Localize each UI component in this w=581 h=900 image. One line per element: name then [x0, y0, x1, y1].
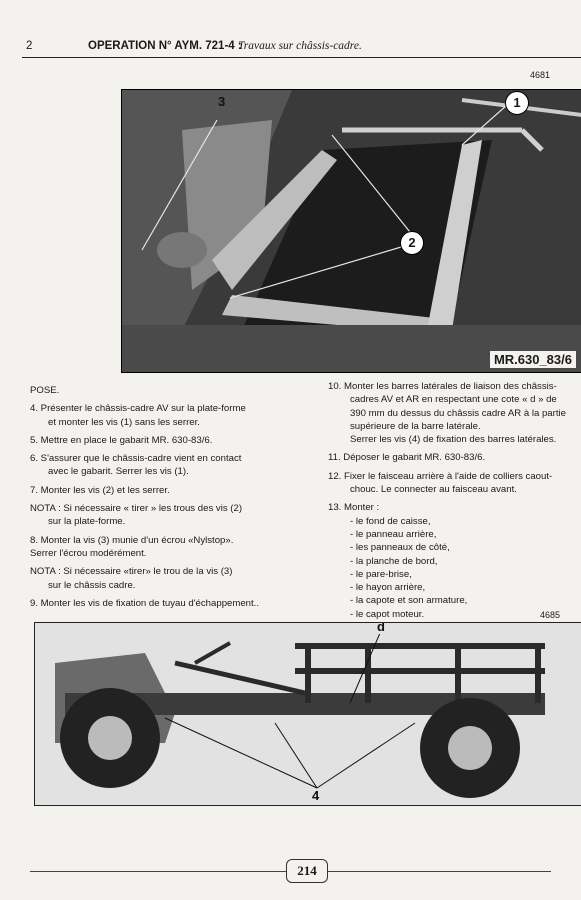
callout-1: 1 — [505, 91, 529, 115]
list-item: - le pare-brise, — [350, 568, 412, 580]
figure1-photo — [121, 89, 581, 373]
callout-3: 3 — [218, 94, 226, 109]
step-10-line-4: supérieure de la barre latérale. — [350, 420, 481, 432]
step-13: 13. Monter : — [328, 502, 380, 514]
list-item: - le panneau arrière, — [350, 528, 437, 540]
list-item: - le fond de caisse, — [350, 515, 431, 527]
step-10-line-2: cadres AV et AR en respectant une cote « d » de — [350, 394, 557, 406]
step-9: 9. Monter les vis de fixation de tuyau d'échappement.. — [30, 597, 260, 609]
nota-1-line-2: sur la plate-forme. — [48, 516, 126, 528]
label-d: d — [375, 622, 387, 634]
step-5: 5. Mettre en place le gabarit MR. 630-83/6. — [30, 434, 213, 446]
list-item: - le hayon arrière, — [350, 582, 426, 594]
footer-rule-left — [30, 871, 286, 872]
step-11: 11. Déposer le gabarit MR. 630-83/6. — [328, 452, 486, 464]
figure1-ref: 4681 — [530, 70, 551, 80]
vehicle-chassis-photo — [35, 623, 581, 805]
step-10-line-5: Serrer les vis (4) de fixation des barres latérales. — [350, 434, 557, 446]
step-10-line-3: 390 mm du dessus du châssis cadre AR à la partie — [350, 407, 566, 419]
nota-1-line-1: NOTA : Si nécessaire « tirer » les trous des vis (2) — [30, 503, 243, 515]
step-4-line-2: et monter les vis (1) sans les serrer. — [48, 416, 200, 428]
page-number: 2 — [26, 40, 33, 52]
step-10-line-1: 10. Monter les barres latérales de liaison des châssis- — [328, 381, 557, 392]
left-column — [30, 384, 315, 610]
operation-title: OPERATION N° AYM. 721-4 : — [88, 40, 242, 52]
footer-rule-right — [326, 871, 551, 872]
list-item: - le capot moteur. — [350, 608, 425, 620]
operation-subtitle: Travaux sur châssis-cadre. — [238, 40, 362, 52]
step-7: 7. Monter les vis (2) et les serrer. — [30, 484, 170, 496]
step-6-line-1: 6. S'assurer que le châssis-cadre vient en contact — [30, 453, 242, 465]
figure2-photo — [34, 622, 581, 806]
step-8-line-1: 8. Monter la vis (3) munie d'un écrou «Nylstop». — [30, 534, 234, 546]
step-12-line-2: chouc. Le connecter au faisceau avant. — [350, 484, 517, 496]
step-8-line-2: Serrer l'écrou modérément. — [30, 547, 147, 559]
list-item: - les panneaux de côté, — [350, 542, 450, 554]
step-12-line-1: 12. Fixer le faisceau arrière à l'aide de colliers caout- — [328, 470, 553, 482]
pose-heading: POSE. — [30, 385, 60, 396]
step-6-line-2: avec le gabarit. Serrer les vis (1). — [48, 466, 189, 478]
header-rule — [22, 57, 581, 58]
step-4-line-1: 4. Présenter le châssis-cadre AV sur la plate-forme — [30, 403, 246, 415]
callout-2: 2 — [400, 231, 424, 255]
label-4: 4 — [312, 788, 320, 803]
page-footer — [0, 856, 581, 886]
figure2-ref: 4685 — [540, 610, 561, 620]
chassis-frame-photo — [122, 90, 581, 372]
footer-page-badge: 214 — [286, 859, 328, 883]
nota-2-line-1: NOTA : Si nécessaire «tirer» le trou de la vis (3) — [30, 566, 233, 578]
nota-2-line-2: sur le châssis cadre. — [48, 579, 136, 591]
gauge-plate-label: MR.630_83/6 — [490, 351, 576, 368]
list-item: - la planche de bord, — [350, 555, 438, 567]
right-column — [328, 380, 581, 621]
list-item: - la capote et son armature, — [350, 595, 468, 607]
